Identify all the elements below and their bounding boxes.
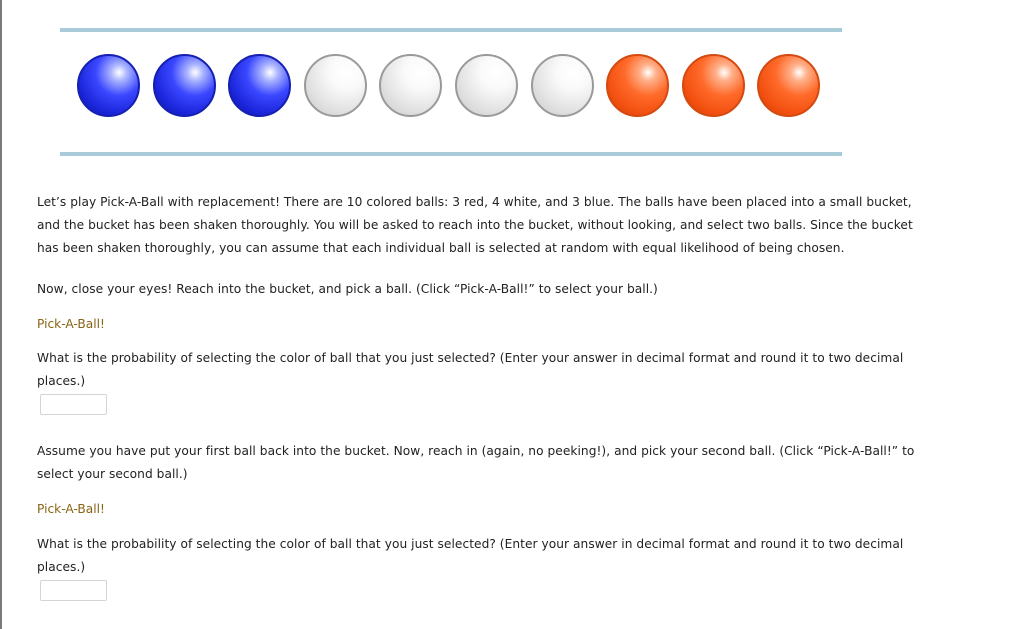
- white-ball-icon: [304, 54, 367, 117]
- bucket-top-line: [60, 28, 842, 32]
- question-first-probability: What is the probability of selecting the color of ball that you just selected? (Enter your answer in decimal format and round it to two decimal places.): [37, 351, 904, 388]
- blue-ball-icon: [77, 54, 140, 117]
- ball-bucket: [60, 28, 842, 158]
- answer-input-1[interactable]: [40, 394, 107, 415]
- white-ball-icon: [379, 54, 442, 117]
- white-ball-icon: [531, 54, 594, 117]
- red-ball-icon: [682, 54, 745, 117]
- ball-row: [77, 54, 837, 120]
- red-ball-icon: [757, 54, 820, 117]
- blue-ball-icon: [153, 54, 216, 117]
- red-ball-icon: [606, 54, 669, 117]
- white-ball-icon: [455, 54, 518, 117]
- blue-ball-icon: [228, 54, 291, 117]
- bucket-bottom-line: [60, 152, 842, 156]
- instruction-second-pick: Assume you have put your first ball back into the bucket. Now, reach in (again, no peeking!), and pick your second ball. (Click “Pick-A-Ball!” to select your second ball.): [37, 444, 915, 481]
- window-left-edge: [0, 0, 2, 629]
- intro-paragraph: Let’s play Pick-A-Ball with replacement! There are 10 colored balls: 3 red, 4 white, and 3 blue. The balls have been placed into a small bucket, and the bucket has been shaken thoroughly. You will be asked to reach into the bucket, without looking, and select two balls. Since the bucket has been shaken thoroughly, you can assume that each individual ball is selected at random with equal likelihood of being chosen.: [37, 195, 913, 255]
- pick-a-ball-link-2[interactable]: Pick-A-Ball!: [37, 502, 105, 516]
- instruction-first-pick: Now, close your eyes! Reach into the bucket, and pick a ball. (Click “Pick-A-Ball!” to select your ball.): [37, 282, 658, 296]
- answer-input-2[interactable]: [40, 580, 107, 601]
- question-second-probability: What is the probability of selecting the color of ball that you just selected? (Enter your answer in decimal format and round it to two decimal places.): [37, 537, 904, 574]
- pick-a-ball-link-1[interactable]: Pick-A-Ball!: [37, 317, 105, 331]
